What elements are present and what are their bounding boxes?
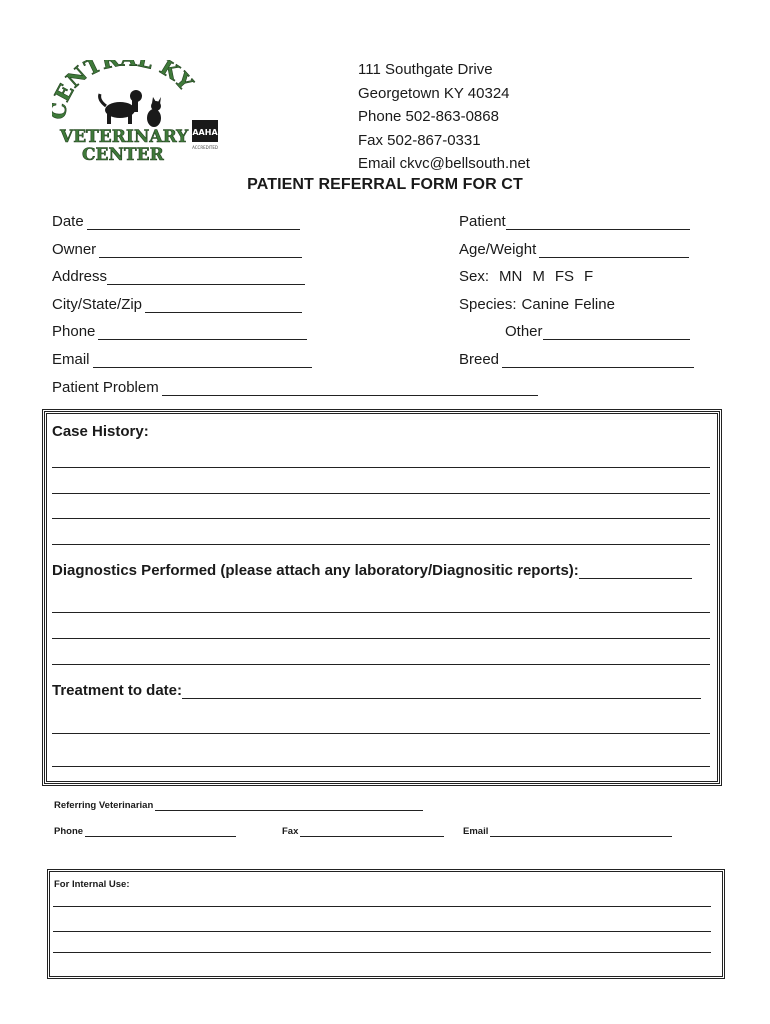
diagnostics-line[interactable] <box>52 638 710 639</box>
species-option-canine[interactable]: Canine <box>521 296 570 313</box>
referring-vet-field[interactable]: Referring Veterinarian <box>54 800 423 811</box>
street-address: 111 Southgate Drive <box>358 61 493 78</box>
age-weight-field[interactable]: Age/Weight <box>459 241 689 258</box>
clinic-email: Email ckvc@bellsouth.net <box>358 155 530 172</box>
sex-field: Sex: MN M FS F <box>459 268 594 285</box>
email-field[interactable]: Email <box>52 351 312 368</box>
form-title: PATIENT REFERRAL FORM FOR CT <box>247 176 523 193</box>
internal-use-line[interactable] <box>53 931 711 932</box>
logo-arc-text: ENTR KY <box>52 60 199 106</box>
phone-field[interactable]: Phone <box>52 323 307 340</box>
owner-field[interactable]: Owner <box>52 241 302 258</box>
diagnostics-field[interactable]: Diagnostics Performed (please attach any laboratory/Diagnositic reports): <box>52 562 692 579</box>
internal-use-line[interactable] <box>53 952 711 953</box>
city-state-zip: Georgetown KY 40324 <box>358 84 510 102</box>
dog-and-cat-silhouette-icon <box>100 90 161 127</box>
clinic-phone: Phone 502-863-0868 <box>358 108 499 125</box>
internal-use-label: For Internal Use: <box>54 879 130 890</box>
case-history-box <box>42 409 722 786</box>
referring-email-field[interactable]: Email <box>463 826 672 837</box>
date-field[interactable]: Date <box>52 213 300 230</box>
sex-option-mn[interactable]: MN <box>499 268 523 285</box>
logo-line3: CENTER <box>82 145 164 165</box>
treatment-line[interactable] <box>52 733 710 734</box>
case-history-line[interactable] <box>52 493 710 494</box>
treatment-line[interactable] <box>52 766 710 767</box>
species-field: Species: Canine Feline <box>459 296 615 313</box>
species-option-feline[interactable]: Feline <box>574 296 615 313</box>
svg-text:ACCREDITED: ACCREDITED <box>192 145 218 150</box>
aaha-badge <box>192 120 218 150</box>
logo-line2: VETERINARY <box>60 127 189 147</box>
case-history-label: Case History: <box>52 423 149 440</box>
diagnostics-line[interactable] <box>52 664 710 665</box>
case-history-line[interactable] <box>52 467 710 468</box>
clinic-logo <box>52 60 232 170</box>
referring-phone-field[interactable]: Phone <box>54 826 236 837</box>
city-state-zip-field[interactable]: City/State/Zip <box>52 296 302 313</box>
sex-option-m[interactable]: M <box>532 268 545 285</box>
patient-problem-field[interactable]: Patient Problem <box>52 379 538 396</box>
sex-option-fs[interactable]: FS <box>554 268 575 285</box>
breed-field[interactable]: Breed <box>459 351 694 368</box>
case-history-line[interactable] <box>52 544 710 545</box>
treatment-field[interactable]: Treatment to date: <box>52 682 701 699</box>
sex-option-f[interactable]: F <box>584 268 594 285</box>
referring-fax-field[interactable]: Fax <box>282 826 444 837</box>
internal-use-line[interactable] <box>53 906 711 907</box>
diagnostics-line[interactable] <box>52 612 710 613</box>
clinic-contact-block <box>358 58 530 176</box>
patient-field[interactable]: Patient <box>459 213 690 230</box>
clinic-fax: Fax 502-867-0331 <box>358 131 481 149</box>
address-field[interactable]: Address <box>52 268 305 285</box>
internal-use-box <box>47 869 725 979</box>
svg-text:AAHA: AAHA <box>192 128 218 137</box>
case-history-line[interactable] <box>52 518 710 519</box>
species-other-field[interactable]: Other <box>505 323 690 340</box>
